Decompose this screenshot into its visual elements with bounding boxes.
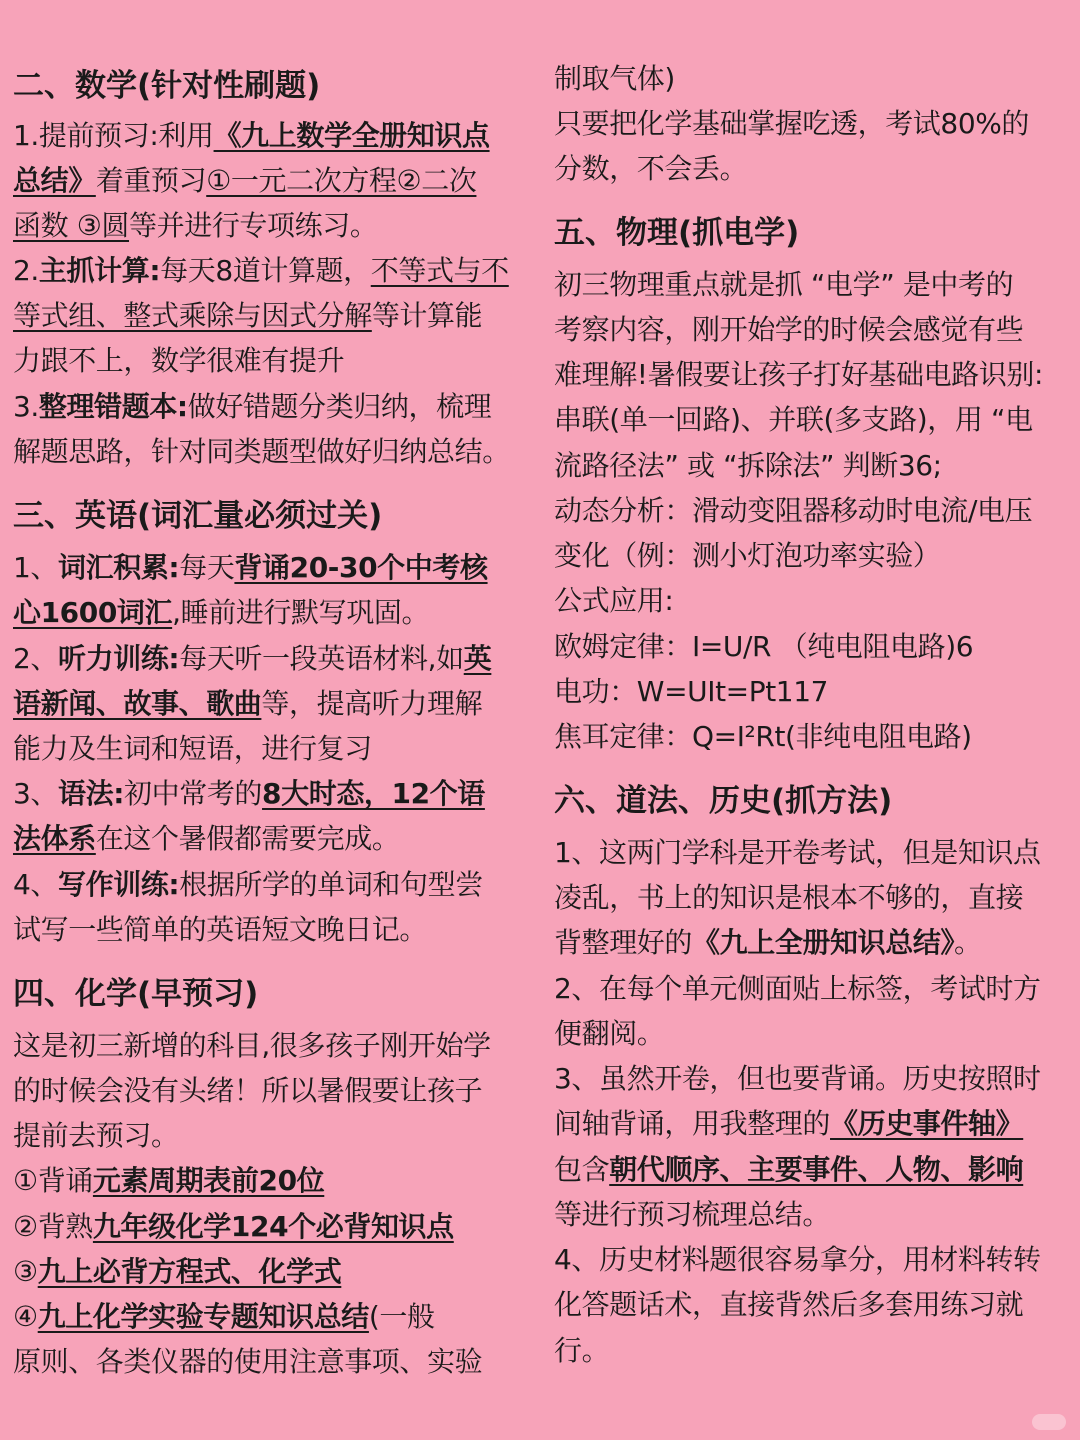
physics-line-4: 串联(单一回路)、并联(多支路)，用 “电: [554, 403, 1033, 436]
text: 等计算能: [371, 299, 483, 332]
text: 1、: [13, 551, 59, 584]
history-timeline-title: 《历史事件轴》: [830, 1107, 1024, 1140]
text: 每天: [179, 551, 235, 584]
physics-line-8: 公式应用:: [554, 584, 674, 617]
history-line-5: 便翻阅。: [554, 1017, 665, 1050]
chem-item-1: 元素周期表前20位: [92, 1164, 325, 1197]
text: ,睡前进行默写巩固。: [172, 596, 430, 629]
math-book-link: 《九上数学全册知识点: [213, 119, 490, 152]
english-vocab-target: 背诵20-30个中考核: [234, 551, 488, 584]
math-line-1: [13, 113, 490, 158]
text: ③: [13, 1255, 38, 1288]
text: 等，提高听力理解: [261, 687, 483, 720]
math-line-8: 解题思路，针对同类题型做好归纳总结。: [13, 435, 510, 468]
english-line-9: 试写一些简单的英语短文晚日记。: [13, 913, 428, 946]
history-line-6: 3、虽然开卷，但也要背诵。历史按照时: [554, 1062, 1041, 1095]
history-line-2: 凌乱，书上的知识是根本不够的，直接: [554, 881, 1024, 914]
chem-item-3: 九上必背方程式、化学式: [37, 1255, 342, 1288]
chem-line-5: [13, 1204, 454, 1249]
physics-line-1: 初三物理重点就是抓 “电学” 是中考的: [554, 268, 1014, 301]
math-book-link-end: 总结》: [13, 164, 96, 197]
chem-cont-line-2: 只要把化学基础掌握吃透，考试80%的: [554, 107, 1030, 140]
math-line-4: [13, 248, 509, 293]
text: 背整理好的: [554, 926, 693, 959]
english-line-2: [13, 590, 429, 635]
math-heading: 二、数学(针对性刷题): [13, 68, 321, 104]
english-listening-label: 听力训练:: [58, 642, 180, 675]
math-calc-topics: 不等式与不: [370, 254, 509, 287]
text: 3.: [13, 390, 39, 423]
chem-item-4: 九上化学实验专题知识总结: [37, 1300, 369, 1333]
english-grammar-label: 语法:: [58, 777, 125, 810]
text: 。: [954, 926, 982, 959]
english-grammar-topics: 8大时态，12个语: [262, 777, 485, 810]
history-line-3: [554, 920, 982, 965]
english-writing-label: 写作训练:: [58, 868, 180, 901]
text: 做好错题分类归纳，梳理: [187, 390, 492, 423]
text: ①背诵: [13, 1164, 93, 1197]
english-line-3: [13, 636, 491, 681]
chem-line-1: 这是初三新增的科目,很多孩子刚开始学: [13, 1029, 491, 1062]
chem-line-6: [13, 1249, 341, 1294]
text: (一般: [368, 1300, 435, 1333]
text: 根据所学的单词和句型尝: [179, 868, 483, 901]
physics-heading: 五、物理(抓电学): [554, 215, 800, 251]
chem-line-2: 的时候会没有头绪！所以暑假要让孩子: [13, 1074, 483, 1107]
chem-cont-line-3: 分数，不会丢。: [554, 152, 748, 185]
english-line-4: [13, 681, 482, 726]
english-line-5: 能力及生词和短语，进行复习: [13, 732, 372, 765]
math-line-3: [13, 203, 377, 248]
chem-cont-line-1: 制取气体): [554, 62, 675, 95]
math-line-5: [13, 293, 482, 338]
history-line-8: [554, 1147, 1023, 1192]
text: 1.提前预习:利用: [13, 119, 214, 152]
text: 等并进行专项练习。: [129, 209, 378, 242]
english-line-7: [13, 816, 399, 861]
text: 包含: [554, 1153, 610, 1186]
text: 每天听一段英语材料,如: [179, 642, 464, 675]
chem-heading: 四、化学(早预习): [13, 976, 259, 1012]
english-vocab-label: 词汇积累:: [58, 551, 180, 584]
text: 初中常考的: [124, 777, 263, 810]
math-line-7: [13, 384, 491, 429]
math-calc-topics-end: 等式组、整式乘除与因式分解: [13, 299, 372, 332]
chem-line-4: [13, 1158, 324, 1203]
history-line-9: 等进行预习梳理总结。: [554, 1198, 831, 1231]
english-heading: 三、英语(词汇量必须过关): [13, 498, 383, 534]
physics-line-11: 焦耳定律：Q=I²Rt(非纯电阻电路): [554, 720, 972, 753]
english-line-8: [13, 862, 483, 907]
math-calc-label: 主抓计算:: [38, 254, 161, 287]
physics-line-5: 流路径法” 或 “拆除法” 判断36;: [554, 449, 942, 482]
text: ②背熟: [13, 1210, 93, 1243]
text: ④: [13, 1300, 38, 1333]
history-line-11: 化答题话术，直接背然后多套用练习就: [554, 1288, 1024, 1321]
text: 在这个暑假都需要完成。: [95, 822, 400, 855]
math-errors-label: 整理错题本:: [38, 390, 188, 423]
history-line-4: 2、在每个单元侧面贴上标签，考试时方: [554, 972, 1041, 1005]
english-line-6: [13, 771, 485, 816]
history-line-12: 行。: [554, 1334, 610, 1367]
chem-line-3: 提前去预习。: [13, 1119, 179, 1152]
text: 间轴背诵，用我整理的: [554, 1107, 831, 1140]
text: 每天8道计算题，: [160, 254, 371, 287]
history-timeline-contents: 朝代顺序、主要事件、人物、影响: [609, 1153, 1024, 1186]
english-vocab-target-end: 心1600词汇: [13, 596, 173, 629]
history-line-7: [554, 1101, 1023, 1146]
chem-line-8: 原则、各类仪器的使用注意事项、实验: [13, 1345, 483, 1378]
history-book-title: 《九上全册知识总结》: [692, 926, 955, 959]
chem-line-7: [13, 1294, 435, 1339]
physics-line-7: 变化（例：测小灯泡功率实验）: [554, 539, 941, 572]
physics-line-6: 动态分析：滑动变阻器移动时电流/电压: [554, 494, 1033, 527]
text: 着重预习: [95, 164, 207, 197]
physics-line-10: 电功：W=UIt=Pt117: [554, 675, 829, 708]
history-heading: 六、道法、历史(抓方法): [554, 783, 893, 819]
math-topics-end: 函数 ③圆: [13, 209, 130, 242]
text: 3、: [13, 777, 59, 810]
physics-line-2: 考察内容，刚开始学的时候会感觉有些: [554, 313, 1024, 346]
history-line-1: 1、这两门学科是开卷考试，但是知识点: [554, 836, 1041, 869]
math-line-6: 力跟不上，数学很难有提升: [13, 344, 345, 377]
english-listening-materials: 英: [463, 642, 492, 675]
english-line-1: [13, 545, 488, 590]
history-line-10: 4、历史材料题很容易拿分，用材料转转: [554, 1243, 1041, 1276]
text: 2.: [13, 254, 39, 287]
english-listening-materials-end: 语新闻、故事、歌曲: [13, 687, 262, 720]
english-grammar-topics-end: 法体系: [13, 822, 96, 855]
text: 2、: [13, 642, 59, 675]
physics-line-3: 难理解!暑假要让孩子打好基础电路识别:: [554, 358, 1044, 391]
physics-line-9: 欧姆定律：I=U/R （纯电阻电路)6: [554, 630, 974, 663]
math-line-2: [13, 158, 476, 203]
text: 4、: [13, 868, 59, 901]
math-topics: ①一元二次方程②二次: [206, 164, 477, 197]
watermark-badge: [1032, 1414, 1066, 1430]
chem-item-2: 九年级化学124个必背知识点: [92, 1210, 454, 1243]
